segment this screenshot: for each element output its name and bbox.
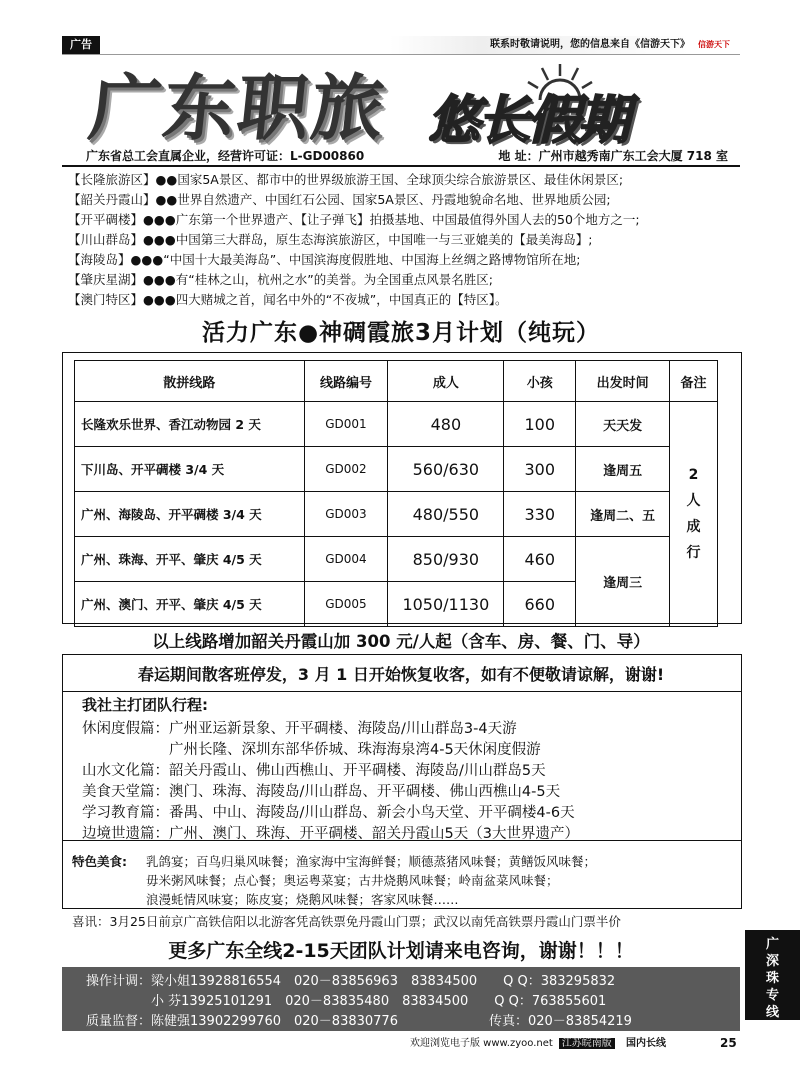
route-cell: 下川岛、开平碉楼 3/4 天 (75, 447, 305, 492)
attraction-item: 【肇庆星湖】●●●有“桂林之山，杭州之水”的美誉。为全国重点风景名胜区; (68, 272, 493, 287)
code-cell: GD004 (304, 537, 388, 582)
food-line: 毋米粥风味餐；点心餐；奥运粤菜宴；古井烧鹅风味餐；岭南盆菜风味餐； (146, 873, 559, 888)
attraction-item: 【澳门特区】●●●四大赌城之首，闻名中外的“不夜城”，中国真正的【特区】。 (68, 292, 508, 307)
contact-line: 小 芬13925101291 020－83835480 83834500 Q Q：763855601 (86, 994, 607, 1009)
route-cell: 长隆欢乐世界、香江动物园 2 天 (75, 402, 305, 447)
section-side-tab: 广 深 珠 专 线 (745, 930, 800, 1020)
route-cell: 广州、海陵岛、开平碉楼 3/4 天 (75, 492, 305, 537)
schedule-table (74, 360, 718, 627)
attraction-item: 【长隆旅游区】●●国家5A景区、都市中的世界级旅游王国、全球顶尖综合旅游景区、最佳休闲景区; (68, 172, 624, 187)
holiday-notice: 春运期间散客班停发，3 月 1 日开始恢复收客，如有不便敬请谅解，谢谢! (137, 665, 665, 684)
contact-panel (62, 967, 740, 1031)
food-line: 乳鸽宴；百鸟归巢风味餐；渔家海中宝海鲜餐；顺德蒸猪风味餐；黄鳝饭风味餐； (146, 854, 597, 869)
group-line: 边境世遗篇：广州、澳门、珠海、开平碉楼、韶关丹霞山5天（3大世界遗产） (82, 826, 579, 842)
attraction-item: 【开平碉楼】●●●广东第一个世界遗产、【让子弹飞】拍摄基地、中国最值得外国人去的50个地方之一; (68, 212, 640, 227)
food-label: 特色美食: (72, 854, 127, 869)
surcharge-notice: 以上线路增加韶关丹霞山加 300 元/人起（含车、房、餐、门、导） (152, 632, 650, 651)
child-price-cell: 330 (504, 492, 576, 537)
table-row (75, 537, 718, 582)
attraction-item: 【海陵岛】●●●“中国十大最美海岛”、中国滨海度假胜地、中国海上丝绸之路博物馆所在地; (68, 252, 581, 267)
depart-cell: 逢周三 (576, 537, 670, 627)
attraction-item: 【川山群岛】●●●中国第三大群岛，原生态海滨旅游区，中国唯一与三亚媲美的【最美海岛】; (68, 232, 593, 247)
table-row (75, 447, 718, 492)
more-info-banner: 更多广东全线2-15天团队计划请来电咨询，谢谢！！！ (168, 940, 634, 962)
group-line: 山水文化篇：韶关丹霞山、佛山西樵山、开平碉楼、海陵岛/川山群岛5天 (82, 763, 546, 779)
brand-subtitle: 悠长假期 (428, 91, 629, 151)
table-header-row (75, 361, 718, 402)
route-cell: 广州、澳门、开平、肇庆 4/5 天 (75, 582, 305, 627)
company-info-bar (62, 145, 740, 167)
code-cell: GD002 (304, 447, 388, 492)
depart-cell: 逢周二、五 (576, 492, 670, 537)
brand-title: 广东职旅 (84, 65, 390, 150)
col-note: 备注 (670, 361, 718, 402)
source-note: 联系时敬请说明，您的信息来自《信游天下》 (390, 36, 690, 54)
code-cell: GD001 (304, 402, 388, 447)
contact-line: 操作计调：梁小姐13928816554 020－83856963 83834500 Q Q：383295832 (86, 974, 616, 989)
edition-badge: 江苏皖南版 (559, 1038, 615, 1049)
route-cell: 广州、珠海、开平、肇庆 4/5 天 (75, 537, 305, 582)
child-price-cell: 100 (504, 402, 576, 447)
group-title: 我社主打团队行程: (82, 696, 208, 714)
promo-notice: 喜讯：3月25日前京广高铁信阳以北游客凭高铁票免丹霞山门票；武汉以南凭高铁票丹霞山门票半价 (72, 914, 621, 929)
col-child: 小孩 (504, 361, 576, 402)
adult-price-cell: 480/550 (388, 492, 504, 537)
contact-line: 质量监督：陈健强13902299760 020－83830776 传真：020－83854219 (86, 1014, 632, 1029)
col-code: 线路编号 (304, 361, 388, 402)
child-price-cell: 300 (504, 447, 576, 492)
code-cell: GD003 (304, 492, 388, 537)
group-line: 休闲度假篇：广州亚运新景象、开平碉楼、海陵岛/川山群岛3-4天游 (82, 721, 517, 737)
publisher-logo: 信游天下 (698, 40, 730, 49)
col-route: 散拼线路 (75, 361, 305, 402)
table-row (75, 402, 718, 447)
footer-website: 欢迎浏览电子版 www.zyoo.net (410, 1038, 553, 1049)
note-cell: 2 人 成 行 (670, 402, 718, 627)
group-line: 美食天堂篇：澳门、珠海、海陵岛/川山群岛、开平碉楼、佛山西樵山4-5天 (82, 784, 561, 800)
footer (410, 1036, 750, 1052)
ad-tag: 广告 (62, 36, 100, 54)
company-address: 地 址：广州市越秀南广东工会大厦 718 室 (498, 149, 728, 163)
depart-cell: 逢周五 (576, 447, 670, 492)
depart-cell: 天天发 (576, 402, 670, 447)
page-number: 25 (720, 1036, 737, 1050)
child-price-cell: 660 (504, 582, 576, 627)
attraction-item: 【韶关丹霞山】●●世界自然遗产、中国红石公园、国家5A景区、丹霞地貌命名地、世界地质公园; (68, 192, 611, 207)
section-label: 国内长线 (625, 1038, 666, 1049)
adult-price-cell: 560/630 (388, 447, 504, 492)
adult-price-cell: 480 (388, 402, 504, 447)
plan-title: 活力广东●神碉霞旅3月计划（纯玩） (201, 320, 601, 346)
food-line: 浪漫蚝情风味宴；陈皮宴；烧鹅风味餐；客家风味餐…… (146, 892, 459, 907)
table-row (75, 492, 718, 537)
adult-price-cell: 850/930 (388, 537, 504, 582)
group-line: 学习教育篇：番禺、中山、海陵岛/川山群岛、新会小鸟天堂、开平碉楼4-6天 (82, 805, 575, 821)
col-depart: 出发时间 (576, 361, 670, 402)
code-cell: GD005 (304, 582, 388, 627)
company-license: 广东省总工会直属企业，经营许可证：L-GD00860 (86, 149, 365, 163)
col-adult: 成人 (388, 361, 504, 402)
child-price-cell: 460 (504, 537, 576, 582)
group-line: 广州长隆、深圳东部华侨城、珠海海泉湾4-5天休闲度假游 (82, 742, 541, 758)
adult-price-cell: 1050/1130 (388, 582, 504, 627)
